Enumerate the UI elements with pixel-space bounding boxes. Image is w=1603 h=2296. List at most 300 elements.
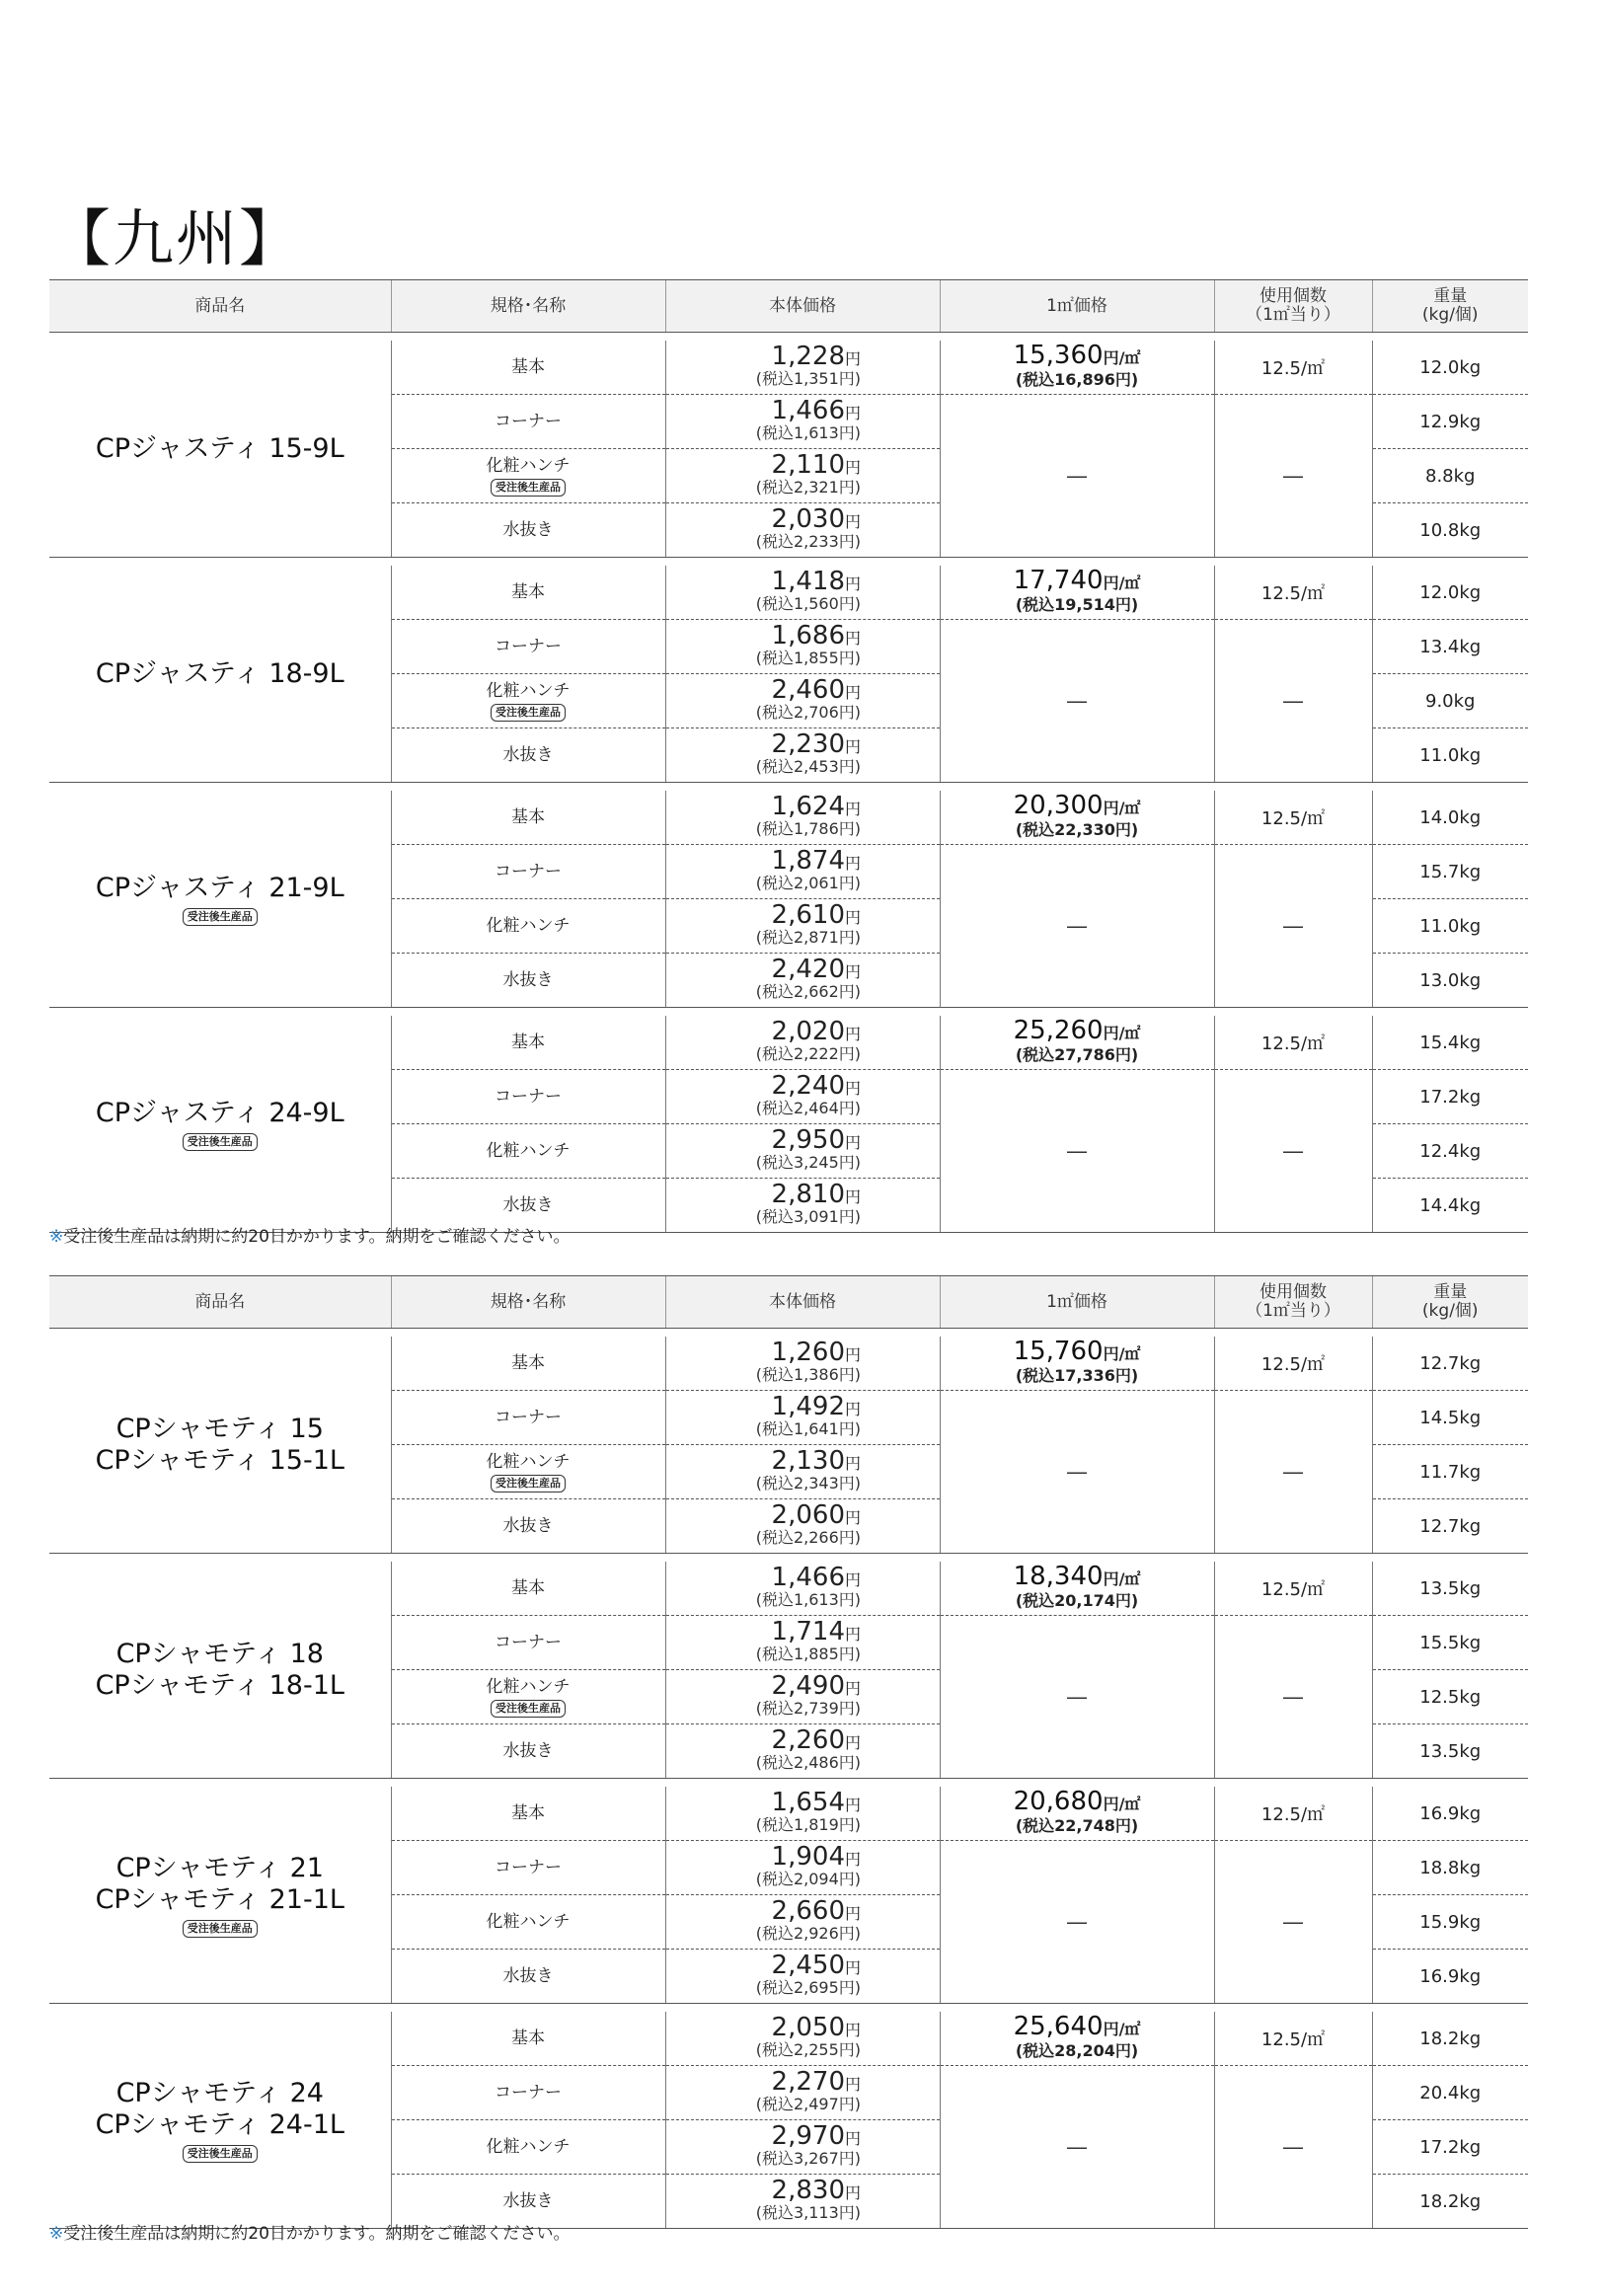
price-value: 1,714 — [771, 1616, 845, 1646]
weight-value: 14.4kg — [1419, 1194, 1482, 1216]
header-label: (kg/個) — [1421, 1301, 1479, 1321]
product-name-cell — [49, 566, 391, 783]
price-cell — [665, 1787, 940, 1841]
header-label: （1㎡当り） — [1246, 305, 1340, 325]
m2-price-value: 20,680 — [1013, 1786, 1104, 1816]
price — [744, 1895, 861, 1945]
not-applicable: ― — [1283, 1685, 1303, 1709]
m2-price-unit: 円/㎡ — [1103, 1343, 1141, 1363]
spec-label: 化粧ハンチ — [486, 2137, 571, 2157]
weight-value: 14.0kg — [1419, 806, 1482, 828]
product-name: CPシャモティ 21-1L — [95, 1883, 344, 1915]
price — [744, 449, 861, 498]
product-name: CPジャスティ 15-9L — [95, 432, 344, 464]
price — [744, 1841, 861, 1890]
usage-cell — [1214, 791, 1372, 845]
yen-unit: 円 — [844, 2182, 861, 2202]
usage-value: 12.5/㎡ — [1260, 1804, 1326, 1825]
table-row — [49, 1787, 1528, 1841]
group-spacer — [49, 1008, 1528, 1017]
price — [744, 2012, 861, 2061]
not-applicable: ― — [1067, 1910, 1087, 1934]
yen-unit: 円 — [844, 2074, 861, 2094]
price-value: 2,610 — [771, 899, 845, 930]
price-cell — [665, 2175, 940, 2229]
spec-cell — [391, 1787, 665, 1841]
price-value: 2,970 — [771, 2120, 845, 2151]
m2-price — [941, 1561, 1214, 1612]
price-cell — [665, 2012, 940, 2066]
price-cell — [665, 1070, 940, 1124]
usage-value: 12.5/㎡ — [1260, 583, 1326, 604]
price — [744, 899, 861, 949]
weight-cell — [1372, 791, 1528, 845]
usage-cell — [1214, 1787, 1372, 1841]
price-value: 1,904 — [771, 1841, 845, 1872]
weight-cell — [1372, 1787, 1528, 1841]
price-value: 1,228 — [771, 341, 845, 371]
usage-cell — [1214, 1016, 1372, 1070]
yen-unit: 円 — [844, 2020, 861, 2039]
group-spacer — [49, 333, 1528, 342]
weight-cell — [1372, 503, 1528, 558]
not-applicable: ― — [1067, 1460, 1087, 1484]
m2-price — [941, 340, 1214, 391]
header-label: 本体価格 — [769, 295, 836, 316]
product-name: CPジャスティ 21-9L — [95, 872, 344, 903]
price — [744, 1616, 861, 1665]
price-tax-included: (税込1,885円) — [755, 1644, 861, 1663]
weight-value: 14.5kg — [1419, 1407, 1482, 1428]
price — [744, 1445, 861, 1494]
price-cell — [665, 1124, 940, 1179]
price — [744, 1562, 861, 1611]
price-value: 1,492 — [771, 1391, 845, 1421]
price-tax-included: (税込3,245円) — [755, 1152, 861, 1172]
usage-cell — [1214, 845, 1372, 1008]
usage-cell — [1214, 1391, 1372, 1554]
weight-cell — [1372, 395, 1528, 449]
spec-label: 水抜き — [502, 1741, 554, 1761]
price-cell — [665, 503, 940, 558]
price-tax-included: (税込2,871円) — [755, 927, 861, 947]
price-cell — [665, 2066, 940, 2120]
spec-cell — [391, 1445, 665, 1499]
m2-price-cell — [940, 1841, 1214, 2004]
weight-value: 13.4kg — [1419, 636, 1482, 657]
column-header — [940, 1276, 1214, 1329]
weight-cell — [1372, 1499, 1528, 1554]
yen-unit: 円 — [844, 1399, 861, 1418]
yen-unit: 円 — [844, 1678, 861, 1698]
usage-value: 12.5/㎡ — [1260, 1579, 1326, 1600]
price — [744, 620, 861, 669]
price-tax-included: (税込3,113円) — [755, 2202, 861, 2222]
usage-cell — [1214, 2066, 1372, 2229]
weight-value: 12.0kg — [1419, 581, 1482, 603]
not-applicable: ― — [1283, 2135, 1303, 2159]
weight-cell — [1372, 954, 1528, 1008]
yen-unit: 円 — [844, 736, 861, 756]
group-spacer — [49, 1779, 1528, 1788]
usage-cell — [1214, 2012, 1372, 2066]
price — [744, 2175, 861, 2224]
price-value: 2,030 — [771, 503, 845, 534]
spec-cell — [391, 845, 665, 899]
weight-cell — [1372, 728, 1528, 783]
spec-label: コーナー — [495, 1858, 562, 1877]
group-spacer — [49, 1329, 1528, 1338]
product-name: CPシャモティ 18-1L — [95, 1669, 344, 1701]
spec-label: 基本 — [511, 1578, 545, 1598]
price-cell — [665, 1950, 940, 2004]
m2-price — [941, 1336, 1214, 1387]
price-value: 2,810 — [771, 1179, 845, 1209]
price-value: 2,660 — [771, 1895, 845, 1926]
yen-unit: 円 — [844, 1957, 861, 1977]
price-tax-included: (税込1,351円) — [755, 368, 861, 388]
product-name-cell — [49, 1562, 391, 1779]
m2-price-unit: 円/㎡ — [1103, 2019, 1141, 2038]
price-tax-included: (税込1,386円) — [755, 1364, 861, 1384]
price-value: 2,270 — [771, 2066, 845, 2097]
price-tax-included: (税込2,266円) — [755, 1527, 861, 1547]
not-applicable: ― — [1067, 689, 1087, 713]
price-value: 2,260 — [771, 1724, 845, 1755]
price-value: 1,466 — [771, 395, 845, 425]
price — [744, 1950, 861, 1999]
price-cell — [665, 1670, 940, 1724]
price-tax-included: (税込2,739円) — [755, 1698, 861, 1718]
price-cell — [665, 954, 940, 1008]
not-applicable: ― — [1067, 1139, 1087, 1163]
m2-price-value: 15,360 — [1013, 340, 1104, 370]
column-header — [49, 280, 391, 333]
weight-value: 13.5kg — [1419, 1740, 1482, 1762]
price-value: 2,420 — [771, 954, 845, 984]
price-value: 2,490 — [771, 1670, 845, 1701]
not-applicable: ― — [1067, 1685, 1087, 1709]
price-tax-included: (税込2,255円) — [755, 2039, 861, 2059]
price-cell — [665, 728, 940, 783]
weight-value: 11.7kg — [1419, 1461, 1482, 1483]
m2-price-cell — [940, 2012, 1214, 2066]
product-name: CPシャモティ 24 — [115, 2077, 324, 2108]
price — [744, 1016, 861, 1065]
made-to-order-badge: 受注後生産品 — [491, 1700, 566, 1718]
spec-label: 化粧ハンチ — [486, 1912, 571, 1932]
page-title: 【九州】 — [49, 202, 303, 274]
not-applicable: ― — [1283, 1910, 1303, 1934]
yen-unit: 円 — [844, 403, 861, 422]
yen-unit: 円 — [844, 511, 861, 531]
product-name: CPシャモティ 24-1L — [95, 2108, 344, 2140]
price-tax-included: (税込1,855円) — [755, 648, 861, 667]
price — [744, 674, 861, 724]
yen-unit: 円 — [844, 1732, 861, 1752]
yen-unit: 円 — [844, 1849, 861, 1869]
not-applicable: ― — [1283, 689, 1303, 713]
header-label: 1㎡価格 — [1046, 295, 1107, 316]
header-row — [49, 1276, 1528, 1329]
weight-cell — [1372, 341, 1528, 395]
usage-cell — [1214, 1337, 1372, 1391]
weight-value: 12.5kg — [1419, 1686, 1482, 1708]
weight-value: 16.9kg — [1419, 1802, 1482, 1824]
m2-price-tax-included: (税込22,330円) — [1015, 819, 1139, 839]
yen-unit: 円 — [844, 682, 861, 702]
price — [744, 1499, 861, 1549]
made-to-order-badge: 受注後生産品 — [491, 704, 566, 722]
price — [744, 503, 861, 553]
price-cell — [665, 791, 940, 845]
weight-cell — [1372, 1337, 1528, 1391]
price-value: 2,110 — [771, 449, 845, 480]
weight-cell — [1372, 2066, 1528, 2120]
usage-cell — [1214, 1562, 1372, 1616]
price-tax-included: (税込3,091円) — [755, 1206, 861, 1226]
m2-price-value: 20,300 — [1013, 790, 1104, 820]
m2-price — [941, 2011, 1214, 2062]
spec-label: 化粧ハンチ — [486, 455, 571, 476]
spec-cell — [391, 1499, 665, 1554]
price-value: 2,830 — [771, 2175, 845, 2205]
weight-value: 16.9kg — [1419, 1965, 1482, 1987]
price-tax-included: (税込1,560円) — [755, 593, 861, 613]
price-value: 2,060 — [771, 1499, 845, 1530]
spec-cell — [391, 449, 665, 503]
price — [744, 566, 861, 615]
price — [744, 1070, 861, 1119]
price-tax-included: (税込2,453円) — [755, 756, 861, 776]
price-cell — [665, 1391, 940, 1445]
spec-cell — [391, 2012, 665, 2066]
spec-label: 化粧ハンチ — [486, 1451, 571, 1472]
yen-unit: 円 — [844, 628, 861, 648]
price-tax-included: (税込1,641円) — [755, 1418, 861, 1438]
price-value: 2,450 — [771, 1950, 845, 1980]
weight-value: 12.7kg — [1419, 1515, 1482, 1537]
yen-unit: 円 — [844, 907, 861, 927]
yen-unit: 円 — [844, 2128, 861, 2148]
m2-price-unit: 円/㎡ — [1103, 798, 1141, 817]
column-header — [940, 280, 1214, 333]
weight-value: 15.7kg — [1419, 861, 1482, 882]
weight-value: 17.2kg — [1419, 2136, 1482, 2158]
price-cell — [665, 1499, 940, 1554]
m2-price-cell — [940, 1787, 1214, 1841]
spec-label: コーナー — [495, 1408, 562, 1427]
m2-price-tax-included: (税込20,174円) — [1015, 1590, 1139, 1610]
spec-label: コーナー — [495, 862, 562, 881]
m2-price-cell — [940, 1391, 1214, 1554]
product-name-cell — [49, 1016, 391, 1233]
weight-cell — [1372, 1616, 1528, 1670]
spec-cell — [391, 1016, 665, 1070]
spec-label: 基本 — [511, 1033, 545, 1052]
spec-cell — [391, 341, 665, 395]
weight-cell — [1372, 1070, 1528, 1124]
price — [744, 1179, 861, 1228]
column-header — [1372, 280, 1528, 333]
table-row — [49, 1016, 1528, 1070]
spec-cell — [391, 1337, 665, 1391]
m2-price-cell — [940, 1016, 1214, 1070]
m2-price-unit: 円/㎡ — [1103, 1023, 1141, 1042]
column-header — [1372, 1276, 1528, 1329]
usage-value: 12.5/㎡ — [1260, 1354, 1326, 1375]
price-cell — [665, 899, 940, 954]
product-name-cell — [49, 791, 391, 1008]
note-mark: ※ — [49, 2224, 64, 2244]
yen-unit: 円 — [844, 799, 861, 818]
product-name: CPシャモティ 15 — [115, 1413, 324, 1444]
usage-value: 12.5/㎡ — [1260, 808, 1326, 829]
header-label: 重量 — [1433, 1282, 1468, 1302]
m2-price-unit: 円/㎡ — [1103, 1569, 1141, 1588]
header-label: 1㎡価格 — [1046, 1291, 1107, 1312]
product-name: CPシャモティ 21 — [115, 1852, 324, 1883]
spec-label: コーナー — [495, 637, 562, 656]
weight-value: 12.9kg — [1419, 411, 1482, 432]
yen-unit: 円 — [844, 1624, 861, 1644]
header-label: 商品名 — [194, 295, 246, 316]
weight-value: 12.0kg — [1419, 356, 1482, 378]
price-cell — [665, 1445, 940, 1499]
price-cell — [665, 449, 940, 503]
made-to-order-badge: 受注後生産品 — [183, 1133, 258, 1151]
m2-price-unit: 円/㎡ — [1103, 347, 1141, 367]
spec-label: 化粧ハンチ — [486, 916, 571, 936]
weight-cell — [1372, 899, 1528, 954]
price-value: 2,230 — [771, 728, 845, 759]
weight-cell — [1372, 1016, 1528, 1070]
m2-price — [941, 1786, 1214, 1837]
price-cell — [665, 341, 940, 395]
price-tax-included: (税込2,321円) — [755, 477, 861, 497]
column-header — [1214, 280, 1372, 333]
spec-cell — [391, 728, 665, 783]
column-header — [1214, 1276, 1372, 1329]
spec-label: コーナー — [495, 1633, 562, 1652]
price-cell — [665, 1841, 940, 1895]
product-name: CPシャモティ 18 — [115, 1638, 324, 1669]
price-cell — [665, 1616, 940, 1670]
footnote — [49, 1222, 571, 1247]
header-label: 使用個数 — [1260, 286, 1327, 306]
price — [744, 1391, 861, 1440]
weight-cell — [1372, 1179, 1528, 1233]
weight-cell — [1372, 1562, 1528, 1616]
product-name-cell — [49, 1337, 391, 1554]
m2-price-cell — [940, 845, 1214, 1008]
footnote — [49, 2219, 571, 2244]
usage-cell — [1214, 1841, 1372, 2004]
m2-price-value: 18,340 — [1013, 1561, 1104, 1591]
yen-unit: 円 — [844, 457, 861, 477]
note-mark: ※ — [49, 1227, 64, 1247]
yen-unit: 円 — [844, 1903, 861, 1923]
made-to-order-badge: 受注後生産品 — [491, 479, 566, 497]
spec-cell — [391, 1841, 665, 1895]
group-spacer — [49, 2004, 1528, 2013]
price-cell — [665, 845, 940, 899]
weight-value: 15.5kg — [1419, 1632, 1482, 1653]
spec-label: コーナー — [495, 1087, 562, 1107]
spec-label: 基本 — [511, 2028, 545, 2048]
column-header — [391, 280, 665, 333]
m2-price-unit: 円/㎡ — [1103, 573, 1141, 592]
weight-cell — [1372, 1950, 1528, 2004]
price-cell — [665, 1895, 940, 1950]
column-header — [665, 1276, 940, 1329]
yen-unit: 円 — [844, 853, 861, 873]
yen-unit: 円 — [844, 1132, 861, 1152]
price-tax-included: (税込1,613円) — [755, 422, 861, 442]
spec-label: 基本 — [511, 582, 545, 602]
price-tax-included: (税込2,662円) — [755, 981, 861, 1001]
price-tax-included: (税込2,233円) — [755, 531, 861, 551]
weight-cell — [1372, 2120, 1528, 2175]
spec-label: 基本 — [511, 1803, 545, 1823]
yen-unit: 円 — [844, 1186, 861, 1206]
price — [744, 1337, 861, 1386]
m2-price — [941, 1015, 1214, 1066]
spec-cell — [391, 899, 665, 954]
yen-unit: 円 — [844, 1344, 861, 1364]
m2-price-tax-included: (税込22,748円) — [1015, 1815, 1139, 1835]
price — [744, 1670, 861, 1720]
m2-price-value: 17,740 — [1013, 565, 1104, 595]
price-cell — [665, 1016, 940, 1070]
price — [744, 2120, 861, 2170]
price-table-justy — [49, 279, 1528, 1233]
table-row — [49, 341, 1528, 395]
weight-value: 15.4kg — [1419, 1032, 1482, 1053]
weight-value: 18.2kg — [1419, 2190, 1482, 2212]
weight-value: 17.2kg — [1419, 1086, 1482, 1108]
spec-cell — [391, 1124, 665, 1179]
weight-cell — [1372, 1724, 1528, 1779]
product-name-cell — [49, 341, 391, 558]
price-value: 1,874 — [771, 845, 845, 876]
header-label: （1㎡当り） — [1246, 1301, 1340, 1321]
not-applicable: ― — [1283, 914, 1303, 938]
spec-cell — [391, 395, 665, 449]
price-value: 2,020 — [771, 1016, 845, 1046]
m2-price — [941, 565, 1214, 616]
table-row — [49, 566, 1528, 620]
spec-cell — [391, 2120, 665, 2175]
price — [744, 845, 861, 894]
m2-price-tax-included: (税込27,786円) — [1015, 1044, 1139, 1064]
group-spacer — [49, 783, 1528, 792]
m2-price — [941, 790, 1214, 841]
m2-price-cell — [940, 395, 1214, 558]
spec-cell — [391, 954, 665, 1008]
header-label: 本体価格 — [769, 1291, 836, 1312]
header-label: 重量 — [1433, 286, 1468, 306]
m2-price-cell — [940, 341, 1214, 395]
price-table-shamoty — [49, 1275, 1528, 2229]
price-cell — [665, 566, 940, 620]
weight-value: 9.0kg — [1425, 690, 1476, 712]
yen-unit: 円 — [844, 574, 861, 593]
m2-price-unit: 円/㎡ — [1103, 1794, 1141, 1813]
weight-value: 11.0kg — [1419, 915, 1482, 937]
note-text: 受注後生産品は納期に約20日かかります。納期をご確認ください。 — [63, 1227, 571, 1247]
not-applicable: ― — [1283, 1139, 1303, 1163]
